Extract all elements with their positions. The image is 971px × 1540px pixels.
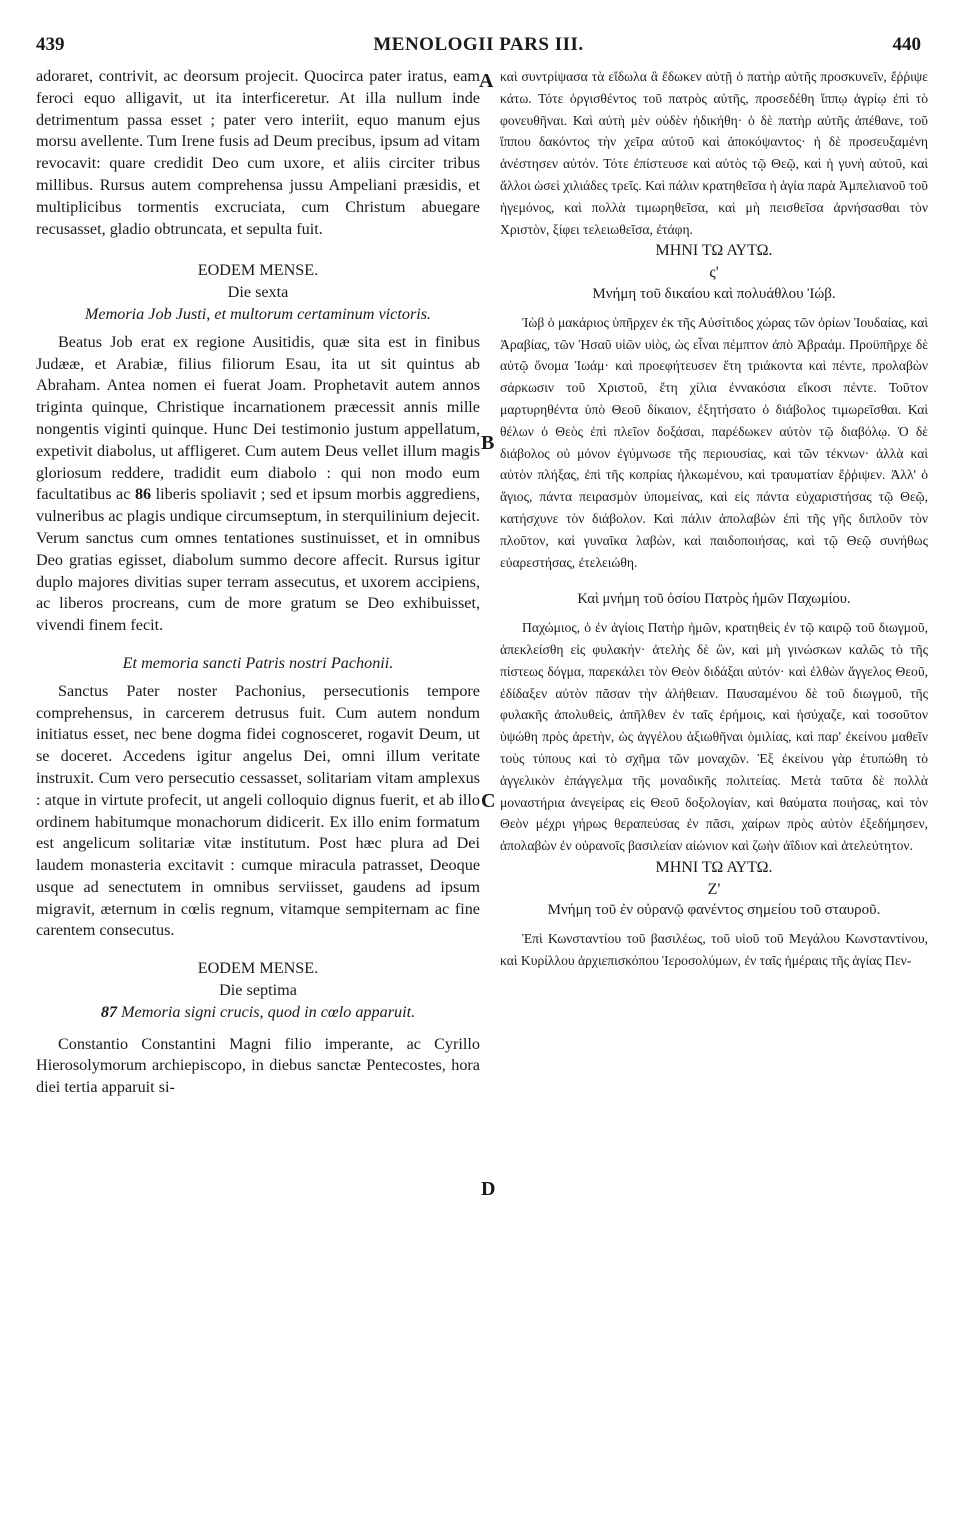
latin-cross-title-text: Memoria signi crucis, quod in cœlo apparuit. <box>121 1002 416 1021</box>
latin-day-seventh: Die septima <box>219 981 297 1000</box>
page-number-right: 440 <box>892 34 921 55</box>
greek-month-heading-1: ΜΗΝΙ ΤΩ ΑΥΤΩ. <box>655 242 773 260</box>
greek-pachomius-text: Παχώμιος, ὁ ἐν ἁγίοις Πατὴρ ἡμῶν, κρατηθεὶς ἐν τῷ καιρῷ τοῦ διωγμοῦ, ἀπεκλείσθη εἰς φυλακήν· ἀτελὴς δὲ ὢν, καὶ μὴ γινώσκων καλῶς τὸ τῆς πίστεως δόγμα, παρεκάλει τὸν Θεὸν διδάξαι αὐτόν· καὶ ἐλθὼν ἄγγελος Θεοῦ, ἐδίδαξεν αὐτὸν πᾶσαν τὴν ἀλήθειαν. Παυσαμένου δὲ τοῦ διωγμοῦ, τῆς φυλακῆς ἀπολυθεὶς, ἀπῆλθεν ἐν ταῖς ἐρήμοις, καὶ ἡσύχαζε, καὶ τοσοῦτον ὑψώθη πρὸς ἀρετὴν, ὡς ἀγγέλου ἀξιωθῆναι ὁμιλίας, καὶ παρ' ἐκείνου μαθεῖν τοὺς τύπους καὶ τὸ σχῆμα τῶν μοναχῶν. Ἐξ ἐκείνου γὰρ ἐτυπώθη τὸ ἀγγελικὸν ἐπάγγελμα τῆς μοναδικῆς πολιτείας. Μετὰ ταῦτα δὲ πολλὰ μοναστήρια ἀνεγείρας εἰς Θεοῦ δοξολογίαν, καὶ θαύματα ποιήσας, καὶ τὸν Θεὸν μέχρι γήρως θεραπεύσας ἐν πᾶσι, χαίρων πρὸς αὐτὸν ἐξεδήμησεν, ἀπολαβὼν ἐν οὐρανοῖς βασιλείαν αἰώνιον καὶ ζωὴν ἀΐδιον καὶ ἀτελεύτητον. <box>500 620 928 854</box>
greek-day-sixth: ς' <box>709 264 719 282</box>
page-header <box>36 34 921 60</box>
margin-letter-c: C <box>481 790 496 812</box>
margin-letter-d: D <box>481 1178 496 1200</box>
greek-job-text: Ἰὼβ ὁ μακάριος ὑπῆρχεν ἐκ τῆς Αὐσίτιδος χώρας τῶν ὁρίων Ἰουδαίας, καὶ Ἀραβίας, τῶν Ἡσαῦ υἱῶν υἱὸς, ὡς εἶναι πέμπτον ἀπὸ Ἀβραάμ. Προϋπῆρχε δὲ αὐτῷ ὄνομα Ἰωάμ· καὶ προεφήτευσεν ἔτη τριάκοντα καὶ πέντε, προλαβὼν σάρκωσιν τοῦ Χριστοῦ, ἔτη χίλια ἐννακόσια εἴκοσι πέντε. Τοῦτον μαρτυρηθέντα ὑπὸ Θεοῦ δίκαιον, ἐξητήσατο ὁ διάβολος τιμωρεῖσθαι. Καὶ θέλων ὁ Θεὸς ἐπὶ πλεῖον δοξάσαι, παρέδωκεν αὐτὸν τῷ διαβόλῳ. Ὁ δὲ διάβολος οὐ μόνον ἐγύμνωσε τῆς περιουσίας, καὶ τῶν τέκνων· ἀλλὰ καὶ αὐτὸν πλήξας, ἐπὶ τῆς κοπρίας ἡλκωμένου, καὶ τραυματίαν ἔῤῥιψεν. Ἀλλ' ὁ ἅγιος, πάντα πειρασμὸν ὑπομείνας, καὶ εἰς πάντα εὐχαριστήσας τῷ Θεῷ, κατήσχυνε τὸν διάβολον. Καὶ πάλιν ἀπολαβὼν ἐπὶ τῆς γῆς διπλοῦν τὸν πλοῦτον, καὶ γυναῖκα λαβὼν, καὶ παιδοποιήσας, καὶ τῷ Θεῷ συνήθως εὐαρεστήσας, ἐτελειώθη. <box>500 314 928 570</box>
greek-job-title: Μνήμη τοῦ δικαίου καὶ πολυάθλου Ἰώβ. <box>592 285 836 302</box>
greek-column <box>500 66 928 1526</box>
latin-cross-title <box>36 1002 480 1024</box>
page-number-left: 439 <box>36 34 65 55</box>
latin-pachonius-text: Sanctus Pater noster Pachonius, persecutionis tempore comprehensus, in carcerem detrusus fuit. Cum autem nondum initiatus esset, nec bene dogma fidei cognosceret, rogavit Deum, ut se doceret. Accedens igitur angelus Dei, omni illum veritate instruxit. Cum vero persecutio cessasset, solitariam vitam amplexus : atque in virtute profecit, ut angeli colloquio dignus fuerit, et ab illo ordinem habitumque monachorum didicerit. Ex illo enim formatum est angelicum solitariæ vitæ institutum. Post hæc plura ad Dei laudem monasteria excitavit : cumque miracula patrasset, Deoque usque ad senectutem in omnibus serviisset, gaudens ad ipsum migravit, æternum in cœlis regnum, vitamque sempiternam ac fine carentem consecutus. <box>36 681 480 940</box>
latin-month-heading-2: EODEM MENSE. <box>197 959 319 978</box>
running-title: MENOLOGII PARS III. <box>373 34 584 55</box>
latin-pachonius-title: Et memoria sancti Patris nostri Pachonii. <box>122 653 394 672</box>
greek-pachomius-title: Καὶ μνήμη τοῦ ὁσίου Πατρὸς ἡμῶν Παχωμίου. <box>577 591 851 608</box>
greek-cross-text: Ἐπὶ Κωνσταντίου τοῦ βασιλέως, τοῦ υἱοῦ τοῦ Μεγάλου Κωνσταντίνου, καὶ Κυρίλλου ἀρχιεπισκόπου Ἱεροσολύμων, ἐν ταῖς ἡμέραις τῆς ἁγίας Πεν- <box>500 931 928 969</box>
margin-letter-a: A <box>479 70 494 92</box>
latin-day-sixth: Die sexta <box>227 283 289 302</box>
latin-column <box>36 66 480 1526</box>
latin-job-text-b: liberis spoliavit ; sed et ipsum morbis aggrediens, vulneribus ac plagis undique circumseptum, in sterquilinium dejecit. Verum sanctus cum omnes tentationes sustinuisset, et in omnibus Deo gratias egisset, diabolum summo decore affecit. Rursus igitur duplo majores divitias super terram assecutus, et uxorem accipiens, ac liberos procreans, cum de more gratum se Deo exhibuisset, vivendi finem fecit. <box>36 485 480 635</box>
greek-month-heading-2: ΜΗΝΙ ΤΩ ΑΥΤΩ. <box>655 858 773 876</box>
latin-cross-text: Constantio Constantini Magni filio imperante, ac Cyrillo Hierosolymorum archiepiscopo, in diebus sanctæ Pentecostes, hora diei tertia apparuit si- <box>36 1034 480 1097</box>
latin-job-text <box>36 332 480 637</box>
latin-job-text-a: Beatus Job erat ex regione Ausitidis, quæ sita est in finibus Judææ, et Arabiæ, filius filiorum Esau, ita ut sit quintus ab Abraham. Antea nomen ei fuerat Joam. Prophetavit autem annos triginta quinque, Christique incarnationem præcessit annis mille nongentis viginti quinque. Hunc Dei testimonio justum appellatum, expetivit diabolus, ut affligeret. Cum autem Deus vellet illum magis gloriosum reddere, tradidit eum diabolo : qui non modo eum facultatibus ac <box>36 332 480 504</box>
latin-section-number-87: 87 <box>100 1002 118 1021</box>
latin-irene-ending: adoraret, contrivit, ac deorsum projecit. Quocirca pater iratus, eam feroci equo alligavit, ut ita interficeretur. At illa nullum inde detrimentum passa esset ; pater vero interiit, equo manum ejus morsu avellente. Tum Irene fusis ad Deum precibus, ipsum ad vitam revocavit: quare credidit Deo cum uxore, et aliis circiter tribus millibus. Rursus autem comprehensa jussu Ampeliani præsidis, et multiplicibus tormentis excruciata, cum Christum abuegare recusasset, gladio obtruncata, et sepulta fuit. <box>36 67 480 238</box>
latin-section-number-86: 86 <box>134 485 152 504</box>
greek-day-seventh: Ζ' <box>707 880 721 898</box>
greek-irene-ending: καὶ συντρίψασα τὰ εἴδωλα ἃ ἔδωκεν αὐτῇ ὁ πατὴρ αὐτῆς προσκυνεῖν, ἔῤῥιψε κάτω. Τότε ὀργισθέντος τοῦ πατρὸς αὐτῆς, προσεδέθη ἵππῳ ἀγρίῳ ἐπὶ τὸ φονευθῆναι. Καὶ αὐτὴ μὲν οὐδὲν ἠδικήθη· ὁ δὲ πατὴρ αὐτῆς ἀπέθανε, τοῦ ἵππου δακόντος τὴν χεῖρα αὐτοῦ καὶ ἀποκόψαντος· ἡ δὲ προσευξαμένη ἀνέστησεν αὐτόν. Τότε ἐπίστευσε καὶ αὐτὸς τῷ Θεῷ, καὶ ἡ γυνὴ αὐτοῦ, καὶ ἄλλοι ὡσεὶ χιλιάδες τρεῖς. Καὶ πάλιν κρατηθεῖσα ἡ ἁγία παρὰ Ἀμπελιανοῦ τοῦ ἡγεμόνος, καὶ πολλὰ τιμωρηθεῖσα, καὶ μὴ πεισθεῖσα ἀρνήσασθαι τὸν Χριστὸν, ξίφει τελειωθεῖσα, ἐτάφη. <box>500 69 928 237</box>
margin-letter-b: B <box>481 432 495 454</box>
latin-month-heading-1: EODEM MENSE. <box>197 261 319 280</box>
latin-job-title: Memoria Job Justi, et multorum certaminum victoris. <box>84 304 432 323</box>
greek-cross-title: Μνήμη τοῦ ἐν οὐρανῷ φανέντος σημείου τοῦ σταυροῦ. <box>547 902 881 919</box>
